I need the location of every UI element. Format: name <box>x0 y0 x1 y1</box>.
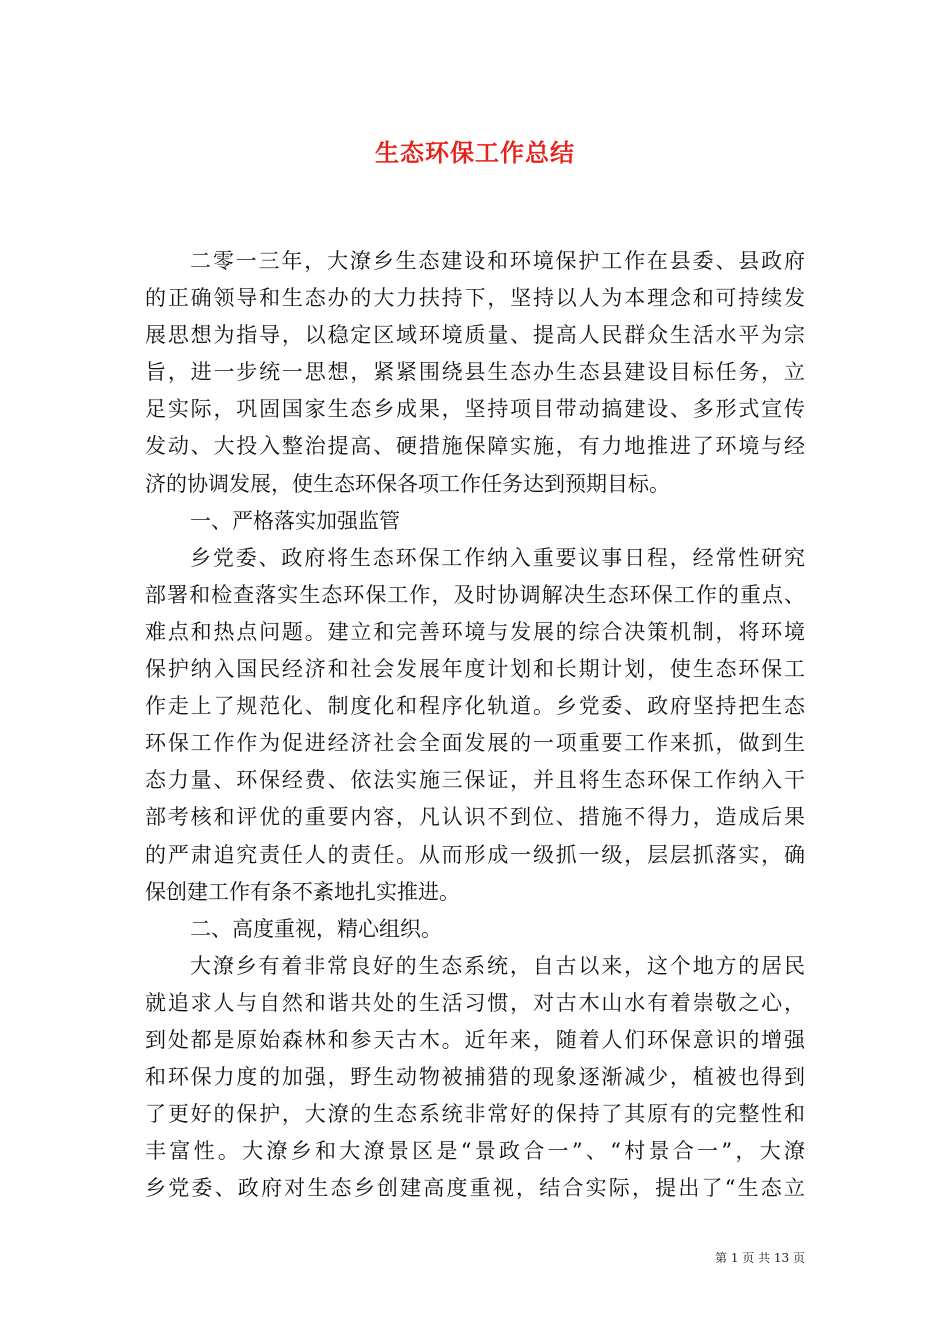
text-line: 乡党委、政府对生态乡创建高度重视，结合实际，提出了“生态立 <box>145 1176 805 1201</box>
text-line: 济的协调发展，使生态环保各项工作任务达到预期目标。 <box>145 471 670 496</box>
text-line: 展思想为指导，以稳定区域环境质量、提高人民群众生活水平为宗 <box>145 323 805 348</box>
text-line: 足实际，巩固国家生态乡成果，坚持项目带动搞建设、多形式宣传 <box>145 397 805 422</box>
text-line: 乡党委、政府将生态环保工作纳入重要议事日程，经常性研究 <box>190 545 805 570</box>
paragraph <box>145 948 805 1208</box>
text-line: 到处都是原始森林和参天古木。近年来，随着人们环保意识的增强 <box>145 1027 805 1052</box>
text-line: 一、严格落实加强监管 <box>190 508 400 533</box>
text-line: 态力量、环保经费、依法实施三保证，并且将生态环保工作纳入干 <box>145 768 805 793</box>
text-line: 部考核和评优的重要内容，凡认识不到位、措施不得力，造成后果 <box>145 805 805 830</box>
text-line: 就追求人与自然和谐共处的生活习惯，对古木山水有着崇敬之心， <box>145 990 805 1015</box>
document-body <box>145 243 805 1207</box>
text-line: 作走上了规范化、制度化和程序化轨道。乡党委、政府坚持把生态 <box>145 694 805 719</box>
text-line: 难点和热点问题。建立和完善环境与发展的综合决策机制，将环境 <box>145 619 805 644</box>
document-title: 生态环保工作总结 <box>375 138 575 167</box>
paragraph <box>145 243 805 503</box>
text-line: 二零一三年，大潦乡生态建设和环境保护工作在县委、县政府 <box>190 249 805 273</box>
text-line: 部署和检查落实生态环保工作，及时协调解决生态环保工作的重点、 <box>145 582 805 607</box>
text-line: 大潦乡有着非常良好的生态系统，自古以来，这个地方的居民 <box>190 953 805 978</box>
text-line: 保护纳入国民经济和社会发展年度计划和长期计划，使生态环保工 <box>145 657 805 682</box>
text-line: 的严肃追究责任人的责任。从而形成一级抓一级，层层抓落实，确 <box>145 842 805 867</box>
text-line: 了更好的保护，大潦的生态系统非常好的保持了其原有的完整性和 <box>145 1102 805 1127</box>
text-line: 丰富性。大潦乡和大潦景区是“景政合一”、“村景合一”，大潦 <box>145 1139 805 1164</box>
paragraph <box>145 540 805 911</box>
text-line: 的正确领导和生态办的大力扶持下，坚持以人为本理念和可持续发 <box>145 286 805 311</box>
text-line: 旨，进一步统一思想，紧紧围绕县生态办生态县建设目标任务，立 <box>145 360 805 385</box>
text-line: 和环保力度的加强，野生动物被捕猎的现象逐渐减少，植被也得到 <box>145 1065 805 1090</box>
text-line: 保创建工作有条不紊地扎实推进。 <box>145 879 460 904</box>
section-heading <box>145 911 805 948</box>
text-line: 环保工作作为促进经济社会全面发展的一项重要工作来抓，做到生 <box>145 731 805 756</box>
section-heading <box>145 503 805 540</box>
text-line: 发动、大投入整治提高、硬措施保障实施，有力地推进了环境与经 <box>145 434 805 459</box>
text-line: 二、高度重视，精心组织。 <box>190 916 442 941</box>
page-number: 第 1 页 共 13 页 <box>715 1251 805 1265</box>
